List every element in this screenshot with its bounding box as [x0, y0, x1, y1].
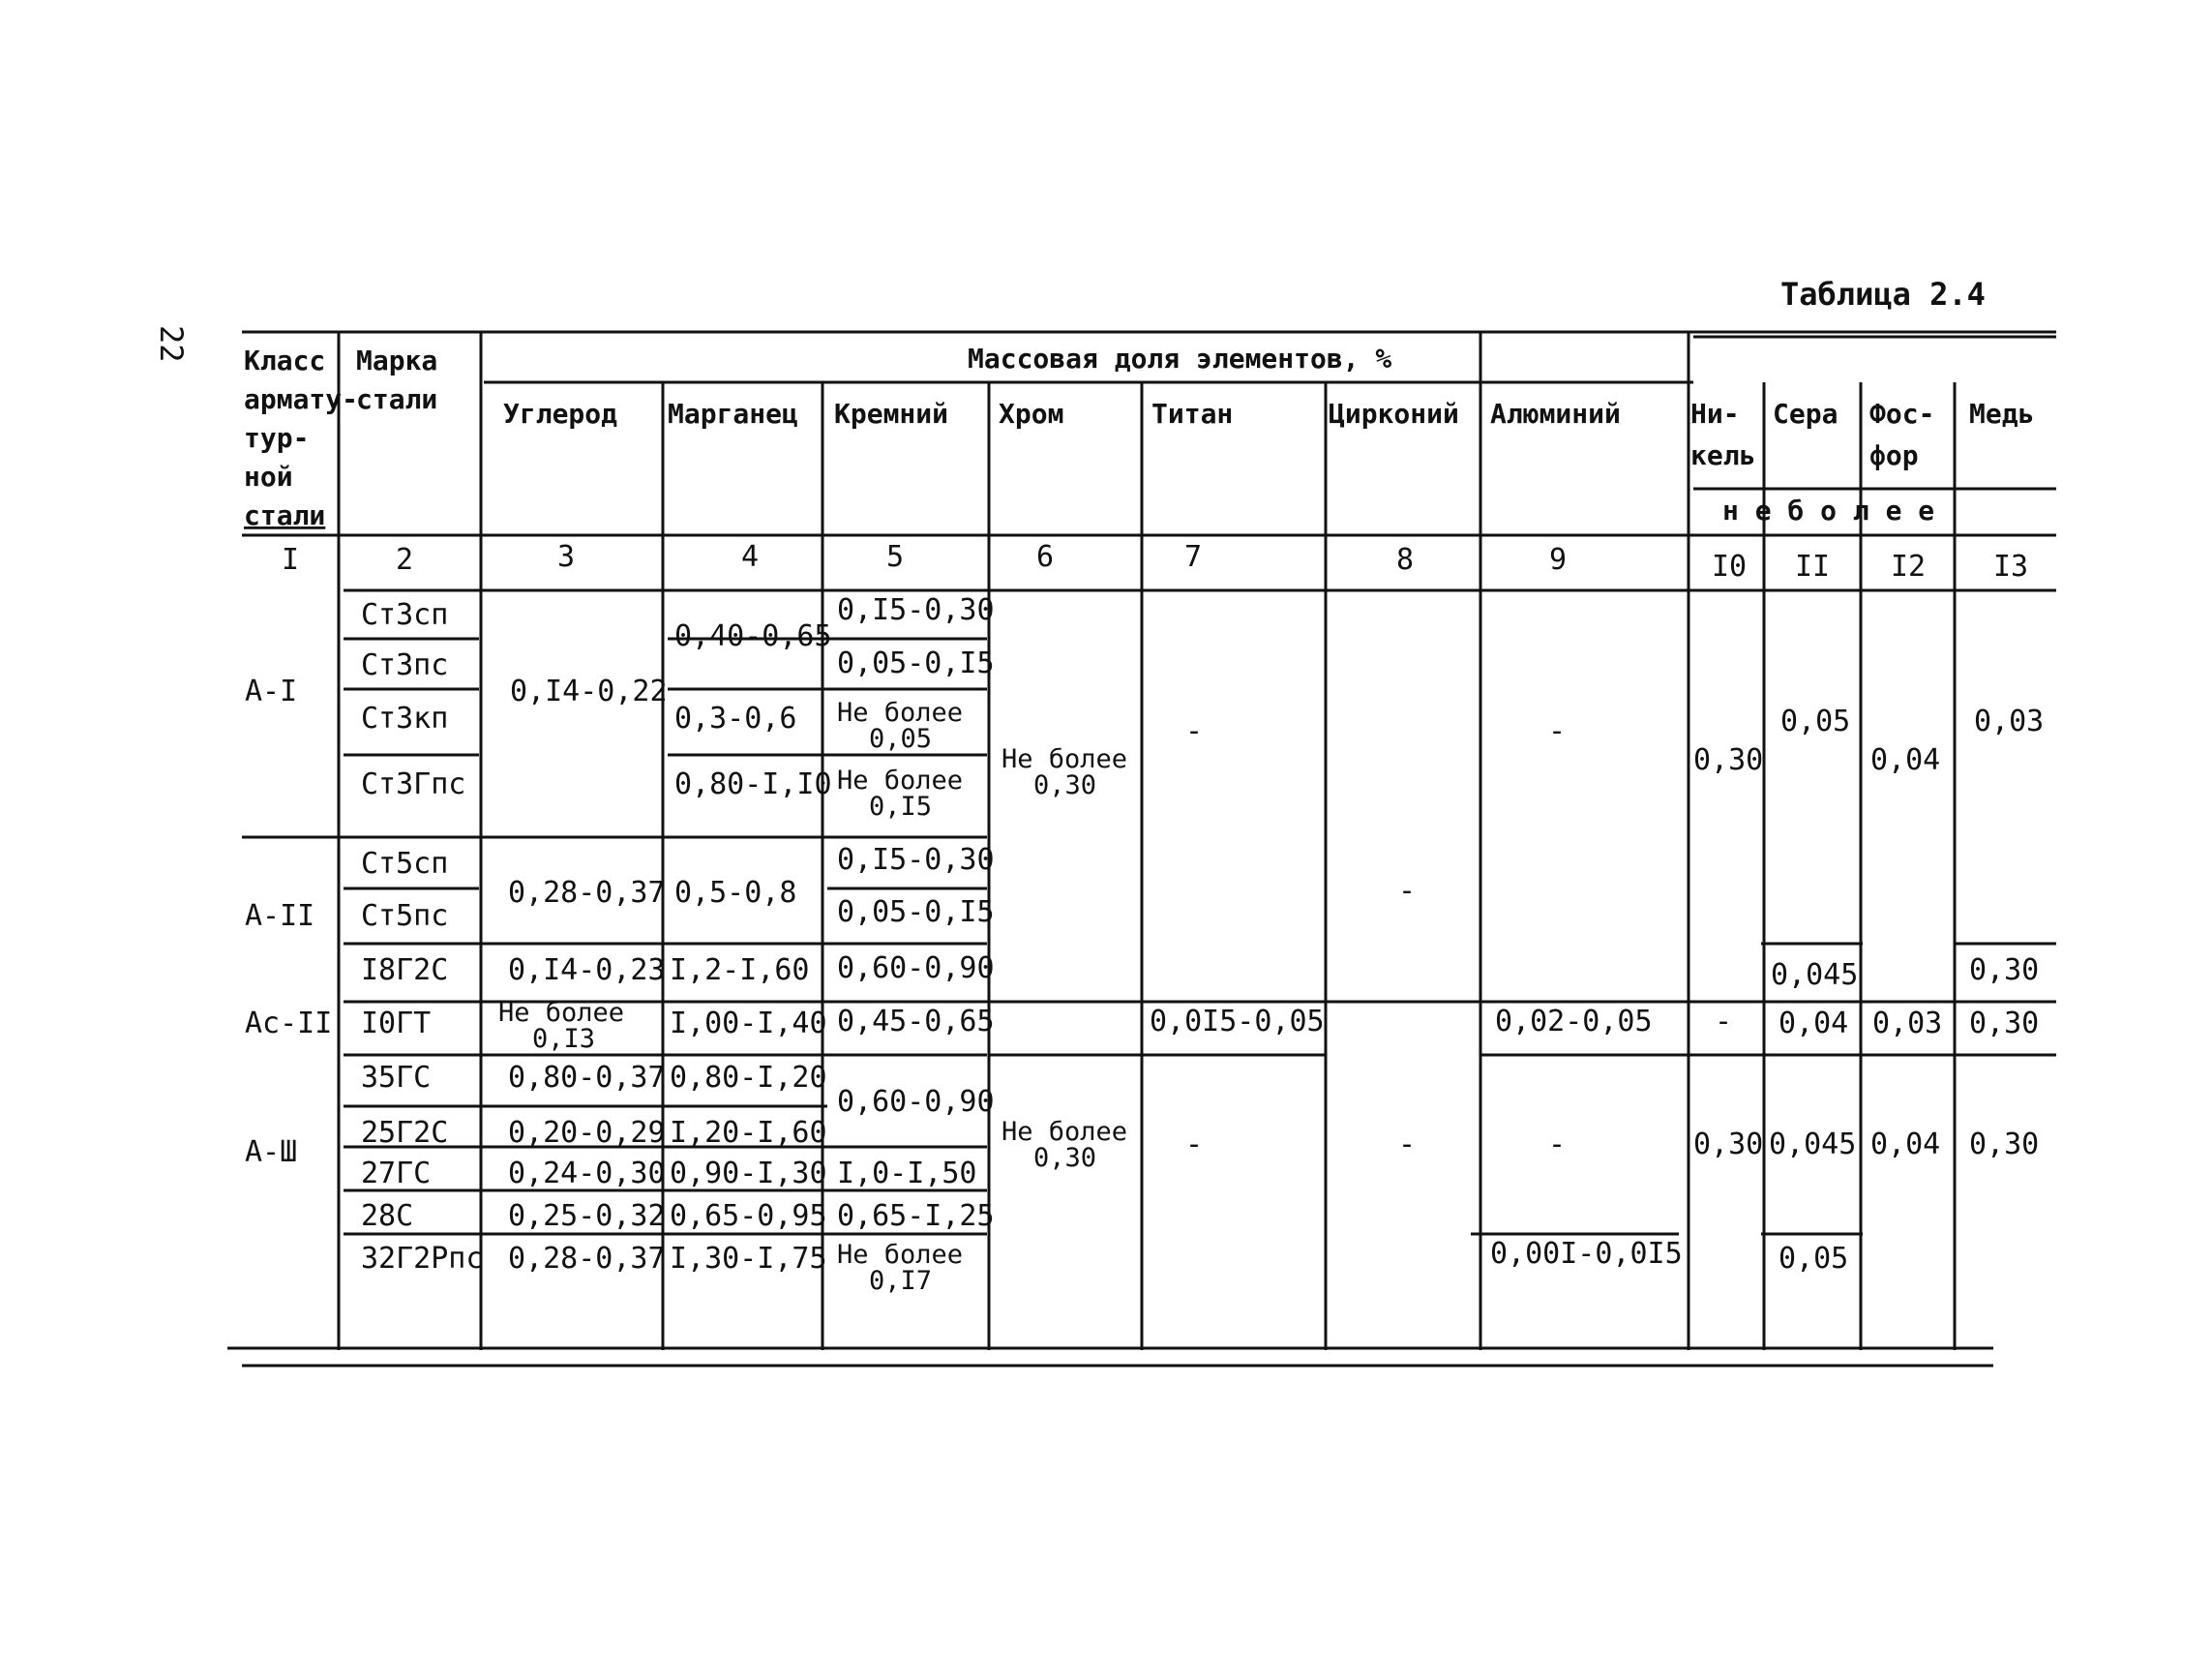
table-title: Таблица 2.4: [1780, 276, 1986, 313]
carbon-a2: 0,28-0,37: [508, 876, 666, 910]
carbon-column: [498, 675, 668, 1276]
silicon-3gps-line2: 0,I5: [869, 792, 933, 822]
titanium-column: [1142, 714, 1326, 1161]
titanium-upper: -: [1185, 714, 1204, 748]
copper-lower: 0,30: [1969, 1128, 2040, 1161]
grade-cell: 28С: [361, 1199, 414, 1233]
grade-cell: Ст5пс: [361, 899, 449, 933]
manganese-28s: 0,65-0,95: [670, 1199, 827, 1233]
carbon-10gt-line2: 0,I3: [532, 1024, 596, 1054]
grade-cell: Ст3Гпс: [361, 767, 466, 801]
aluminium-column: [1480, 714, 1689, 1271]
grade-cell: I8Г2С: [361, 953, 449, 987]
class-header-line5: стали: [244, 499, 326, 531]
copper-upper: 0,03: [1974, 705, 2045, 738]
grade-header-line2: стали: [356, 383, 438, 415]
phosphorus-lower: 0,04: [1870, 1128, 1941, 1161]
col-number: 9: [1548, 543, 1568, 577]
col-number: I2: [1890, 550, 1927, 584]
grade-header-line1: Марка: [356, 345, 438, 376]
sulfur-column: [1769, 705, 1858, 1276]
manganese-a2: 0,5-0,8: [674, 876, 797, 910]
grade-cell: 32Г2Рпс: [361, 1242, 484, 1276]
copper-10gt: 0,30: [1969, 1007, 2040, 1040]
silicon-5ps: 0,05-0,I5: [837, 895, 995, 929]
silicon-18g2s: 0,60-0,90: [837, 951, 995, 985]
silicon-32g2rps-line2: 0,I7: [869, 1266, 933, 1296]
not-more-header: н е б о л е е: [1722, 495, 1935, 526]
chromium-lower-line2: 0,30: [1033, 1143, 1097, 1173]
phosphorus-column: [1861, 743, 1955, 1161]
col-number: 8: [1395, 543, 1415, 577]
aluminium-32g2rps: 0,00I-0,0I5: [1490, 1237, 1683, 1271]
manganese-kp: 0,3-0,6: [674, 702, 797, 736]
col-number: 5: [885, 540, 905, 574]
page-number: 22: [153, 325, 190, 363]
silicon-3kp-line2: 0,05: [869, 724, 933, 754]
carbon-18g2s: 0,I4-0,23: [508, 953, 666, 987]
grade-cell: Ст5сп: [361, 847, 449, 881]
class-column: [245, 675, 339, 1169]
grade-cell: 25Г2С: [361, 1116, 449, 1150]
grade-cell: Ст3сп: [361, 598, 449, 632]
aluminium-10gt: 0,02-0,05: [1495, 1005, 1653, 1038]
aluminium-lower: -: [1548, 1128, 1567, 1161]
carbon-32g2rps: 0,28-0,37: [508, 1242, 666, 1276]
manganese-35gs: 0,80-I,20: [670, 1061, 827, 1095]
phosphorus-header-line2: фор: [1869, 439, 1919, 471]
manganese-27gs: 0,90-I,30: [670, 1157, 827, 1190]
aluminium-header: Алюминий: [1490, 398, 1621, 430]
chromium-header: Хром: [999, 398, 1064, 430]
nickel-header-line1: Ни-: [1690, 398, 1740, 430]
class-a1: А-I: [245, 675, 298, 708]
nickel-10gt: -: [1715, 1005, 1733, 1038]
col-number: 2: [395, 543, 414, 577]
manganese-header: Марганец: [668, 398, 798, 430]
class-header-line3: тур-: [244, 422, 310, 454]
carbon-27gs: 0,24-0,30: [508, 1157, 666, 1190]
sulfur-upper: 0,05: [1780, 705, 1851, 738]
mass-fraction-header: Массовая доля элементов, %: [968, 343, 1392, 375]
class-a3: А-Ш: [245, 1135, 298, 1169]
grade-cell: Ст3пс: [361, 648, 449, 682]
copper-header: Медь: [1969, 398, 2035, 430]
chromium-column: [989, 744, 1142, 1173]
class-a2: А-II: [245, 899, 315, 933]
nickel-header-line2: кель: [1690, 439, 1756, 471]
silicon-3gps-line1: Не более: [837, 766, 964, 796]
sulfur-header: Сера: [1773, 398, 1838, 430]
manganese-32g2rps: I,30-I,75: [670, 1242, 827, 1276]
col-number: I: [281, 543, 300, 577]
class-header-line4: ной: [244, 461, 293, 493]
col-number: 3: [556, 540, 576, 574]
titanium-header: Титан: [1151, 398, 1234, 430]
nickel-lower: 0,30: [1693, 1128, 1764, 1161]
col-number: II: [1794, 550, 1831, 584]
carbon-28s: 0,25-0,32: [508, 1199, 666, 1233]
grade-column: [361, 598, 483, 1276]
phosphorus-header-line1: Фос-: [1869, 398, 1935, 430]
grade-cell: 27ГС: [361, 1157, 432, 1190]
zirconium-lower: -: [1398, 1128, 1417, 1161]
titanium-10gt: 0,0I5-0,05: [1150, 1005, 1325, 1038]
carbon-25g2s: 0,20-0,29: [508, 1116, 666, 1150]
chromium-upper-line2: 0,30: [1033, 770, 1097, 800]
nickel-column: [1689, 743, 1764, 1161]
zirconium-column: [1398, 874, 1416, 1161]
zirconium-upper: -: [1398, 874, 1417, 908]
titanium-lower: -: [1185, 1128, 1204, 1161]
phosphorus-10gt: 0,03: [1872, 1007, 1943, 1040]
grade-cell: 35ГС: [361, 1061, 432, 1095]
carbon-a1: 0,I4-0,22: [510, 675, 668, 708]
silicon-35gs-25g2s: 0,60-0,90: [837, 1085, 995, 1119]
carbon-35gs: 0,80-0,37: [508, 1061, 666, 1095]
col-number: 7: [1183, 540, 1203, 574]
chromium-lower-line1: Не более: [1001, 1117, 1128, 1147]
silicon-32g2rps-line1: Не более: [837, 1240, 964, 1270]
manganese-25g2s: I,20-I,60: [670, 1116, 827, 1150]
silicon-3ps: 0,05-0,I5: [837, 647, 995, 680]
col-number: 4: [740, 540, 760, 574]
zirconium-header: Цирконий: [1329, 398, 1459, 430]
class-header-line1: Класс: [244, 345, 326, 376]
manganese-18g2s: I,2-I,60: [670, 953, 810, 987]
silicon-10gt: 0,45-0,65: [837, 1005, 995, 1038]
phosphorus-upper: 0,04: [1870, 743, 1941, 777]
manganese-gps: 0,80-I,I0: [674, 767, 832, 801]
silicon-5sp: 0,I5-0,30: [837, 843, 995, 877]
sulfur-10gt: 0,04: [1779, 1007, 1849, 1040]
manganese-column: [670, 619, 832, 1276]
manganese-sp-ps: 0,40-0,65: [674, 619, 832, 653]
silicon-3kp-line1: Не более: [837, 698, 964, 728]
aluminium-upper: -: [1548, 714, 1567, 748]
sulfur-32g2rps: 0,05: [1779, 1242, 1849, 1276]
grade-cell: I0ГТ: [361, 1007, 432, 1040]
sulfur-lower: 0,045: [1769, 1128, 1857, 1161]
silicon-28s: 0,65-I,25: [837, 1199, 995, 1233]
table-header: [244, 343, 2034, 531]
sulfur-18g2s: 0,045: [1771, 958, 1859, 992]
carbon-header: Углерод: [503, 398, 618, 430]
class-header-line2: армату-: [244, 383, 359, 415]
col-number: 6: [1035, 540, 1055, 574]
silicon-27gs: I,0-I,50: [837, 1157, 977, 1190]
silicon-3sp: 0,I5-0,30: [837, 593, 995, 627]
class-ac2: Ас-II: [245, 1007, 333, 1040]
chromium-upper-line1: Не более: [1001, 744, 1128, 774]
grade-cell: Ст3кп: [361, 702, 449, 736]
silicon-header: Кремний: [834, 398, 949, 430]
col-number: I0: [1711, 550, 1748, 584]
table-grid: [227, 332, 2056, 1366]
copper-18g2s: 0,30: [1969, 953, 2040, 987]
manganese-10gt: I,00-I,40: [670, 1007, 827, 1040]
nickel-upper: 0,30: [1693, 743, 1764, 777]
col-number: I3: [1992, 550, 2029, 584]
column-numbers: [282, 540, 2028, 584]
copper-column: [1969, 705, 2044, 1161]
carbon-10gt-line1: Не более: [498, 998, 625, 1028]
